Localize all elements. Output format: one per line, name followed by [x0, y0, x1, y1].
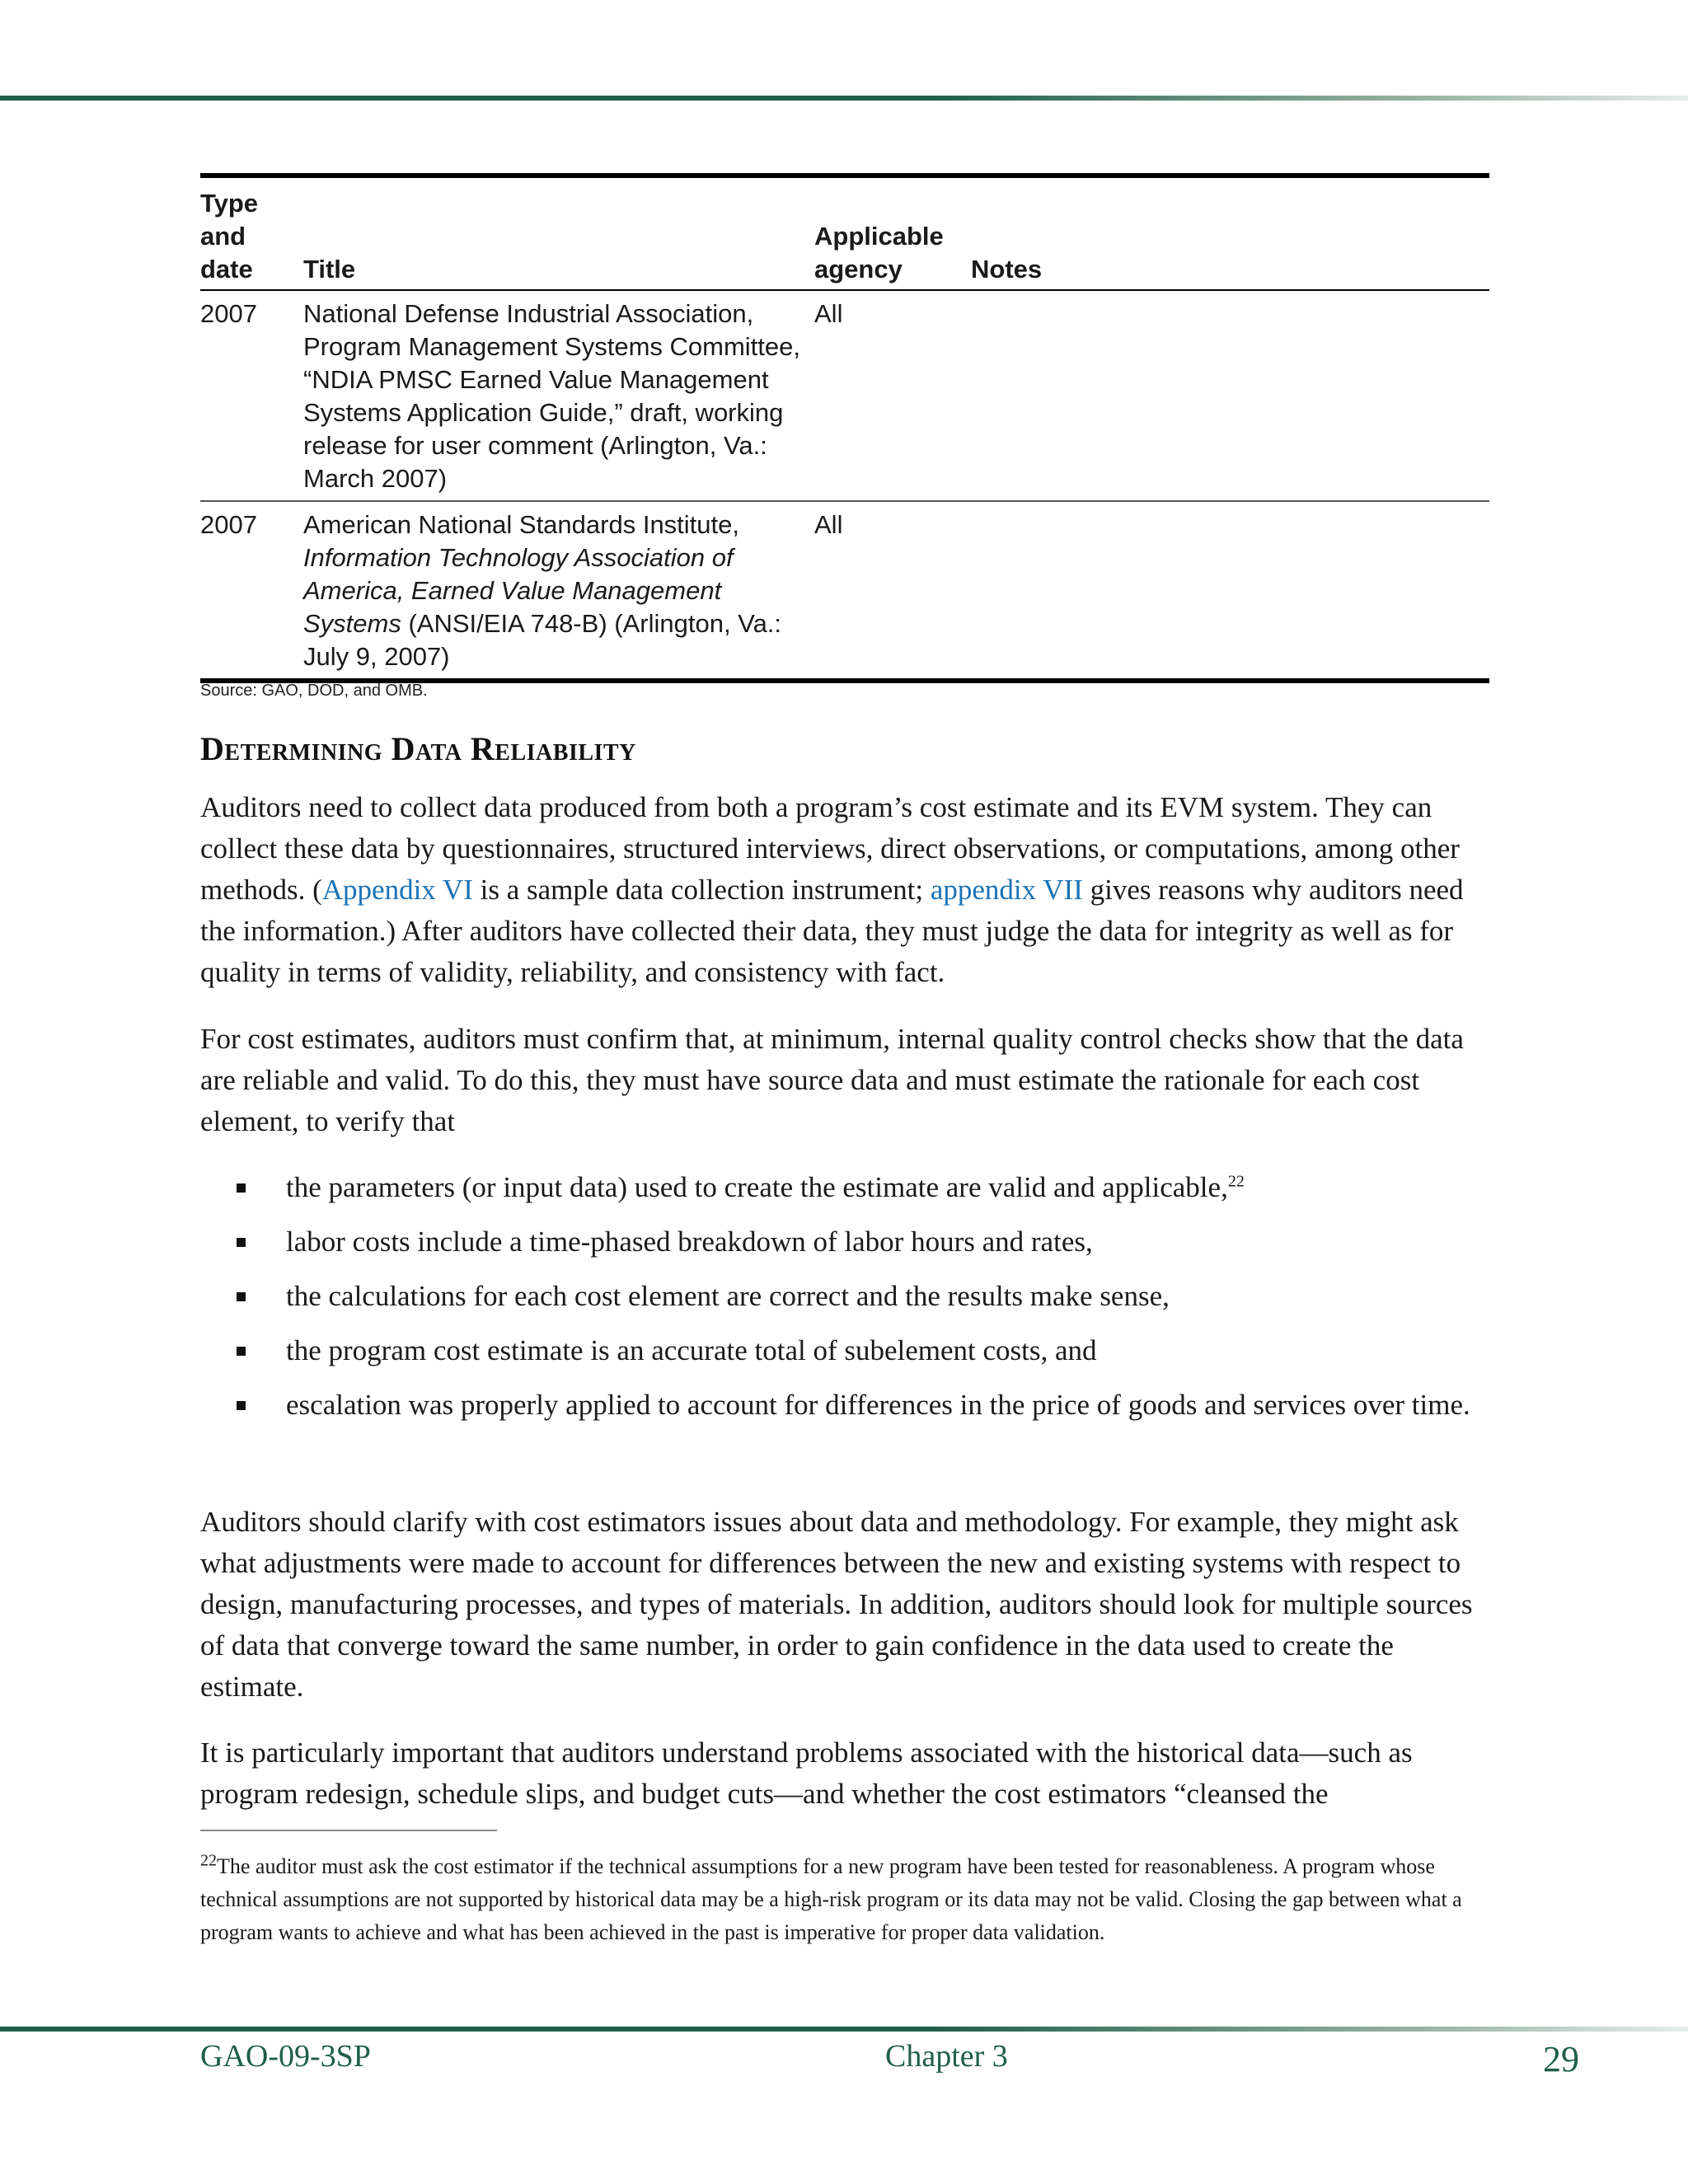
row-title [303, 509, 814, 673]
bullet-icon [200, 1221, 286, 1263]
appendix-vii-link[interactable]: appendix VII [930, 874, 1083, 906]
table-source-note: Source: GAO, DOD, and OMB. [200, 682, 428, 700]
footnote-number: 22 [200, 1851, 217, 1870]
section-heading: Determining Data Reliability [200, 730, 636, 767]
row-date: 2007 [200, 510, 257, 539]
bullet-icon [200, 1167, 286, 1208]
reference-table [200, 173, 1489, 683]
list-item [200, 1276, 1503, 1317]
footer-rule [0, 2027, 1688, 2032]
footnote-ref-22[interactable]: 22 [1227, 1172, 1245, 1191]
list-item [200, 1330, 1503, 1371]
paragraph-text: gives reasons why auditors need the information.) After auditors have collected their data, they must judge the data for integrity as well as for quality in terms of validity, reliability, and consistency with fact. [200, 874, 1464, 988]
paragraph-historical-data: It is particularly important that auditors understand problems associated with the historical data—such as program redesign, schedule slips, and budget cuts—and whether the cost estimators “cleansed the [200, 1736, 1413, 1810]
list-item-text: the parameters (or input data) used to create the estimate are valid and applicable, [286, 1171, 1228, 1203]
row-notes [971, 298, 1489, 495]
row-date: 2007 [200, 299, 257, 328]
footnote-text: The auditor must ask the cost estimator if the technical assumptions for a new program have been tested for reasonableness. A program whose technical assumptions are not supported by historical data may be a high-risk program or its data may not be valid. Closing the gap between what a program wants to achieve and what has been achieved in the past is imperative for proper data validation. [200, 1854, 1462, 1944]
header-type-date: Type and date [200, 189, 259, 284]
list-item-text: the program cost estimate is an accurate total of subelement costs, and [286, 1334, 1097, 1366]
footnote [200, 1850, 1503, 1949]
footnote-separator [200, 1830, 497, 1831]
row-agency: All [814, 510, 843, 539]
table-row [200, 291, 1489, 500]
verification-list [200, 1167, 1503, 1439]
row-title-suffix: (ANSI/EIA 748-B) (Arlington, Va.: July 9, 2007) [303, 609, 782, 671]
paragraph-text: Auditors need to collect data produced from both a program’s cost estimate and its EVM system. They can collect these data by questionnaires, structured interviews, direct observations, or computations, among other methods. ( [200, 791, 1460, 906]
appendix-vi-link[interactable]: Appendix VI [321, 874, 473, 906]
page-number: 29 [1543, 2039, 1579, 2079]
list-item [200, 1221, 1503, 1263]
list-item [200, 1385, 1503, 1426]
bullet-icon [200, 1276, 286, 1317]
row-title-prefix: American National Standards Institute, [303, 510, 739, 539]
list-item-text: the calculations for each cost element are correct and the results make sense, [286, 1280, 1170, 1312]
paragraph-text: is a sample data collection instrument; [472, 874, 931, 906]
header-agency: Applicable agency [814, 222, 944, 284]
row-title-italic: Information Technology Association of America, Earned Value Management Systems [303, 543, 734, 638]
footer-report-id: GAO-09-3SP [200, 2039, 371, 2074]
footer-chapter: Chapter 3 [885, 2039, 1008, 2074]
header-title: Title [303, 255, 356, 284]
table-row [200, 502, 1489, 678]
bullet-icon [200, 1385, 286, 1426]
table-header-row [200, 178, 1489, 289]
paragraph-clarify-methodology: Auditors should clarify with cost estimators issues about data and methodology. For example, they might ask what adjustments were made to account for differences between the new and existing systems with respect to design, manufacturing processes, and types of materials. In addition, auditors should look for multiple sources of data that converge toward the same number, in order to gain confidence in the data used to create the estimate. [200, 1506, 1473, 1703]
top-header-rule [0, 96, 1688, 101]
header-notes: Notes [971, 255, 1043, 284]
paragraph-data-collection [200, 787, 1503, 993]
row-title: National Defense Industrial Association, Program Management Systems Committee, “NDIA PMSC Earned Value Management Systems Application Guide,” draft, working release for user comment (Arlington, Va.: March 2007) [303, 299, 800, 493]
row-notes [971, 509, 1489, 673]
bullet-icon [200, 1330, 286, 1371]
list-item-text: escalation was properly applied to account for differences in the price of goods and services over time. [286, 1389, 1470, 1421]
list-item [200, 1167, 1503, 1208]
paragraph-cost-estimates: For cost estimates, auditors must confirm that, at minimum, internal quality control checks show that the data are reliable and valid. To do this, they must have source data and must estimate the rationale for each cost element, to verify that [200, 1023, 1464, 1137]
list-item-text: labor costs include a time-phased breakdown of labor hours and rates, [286, 1226, 1093, 1258]
row-agency: All [814, 299, 843, 328]
